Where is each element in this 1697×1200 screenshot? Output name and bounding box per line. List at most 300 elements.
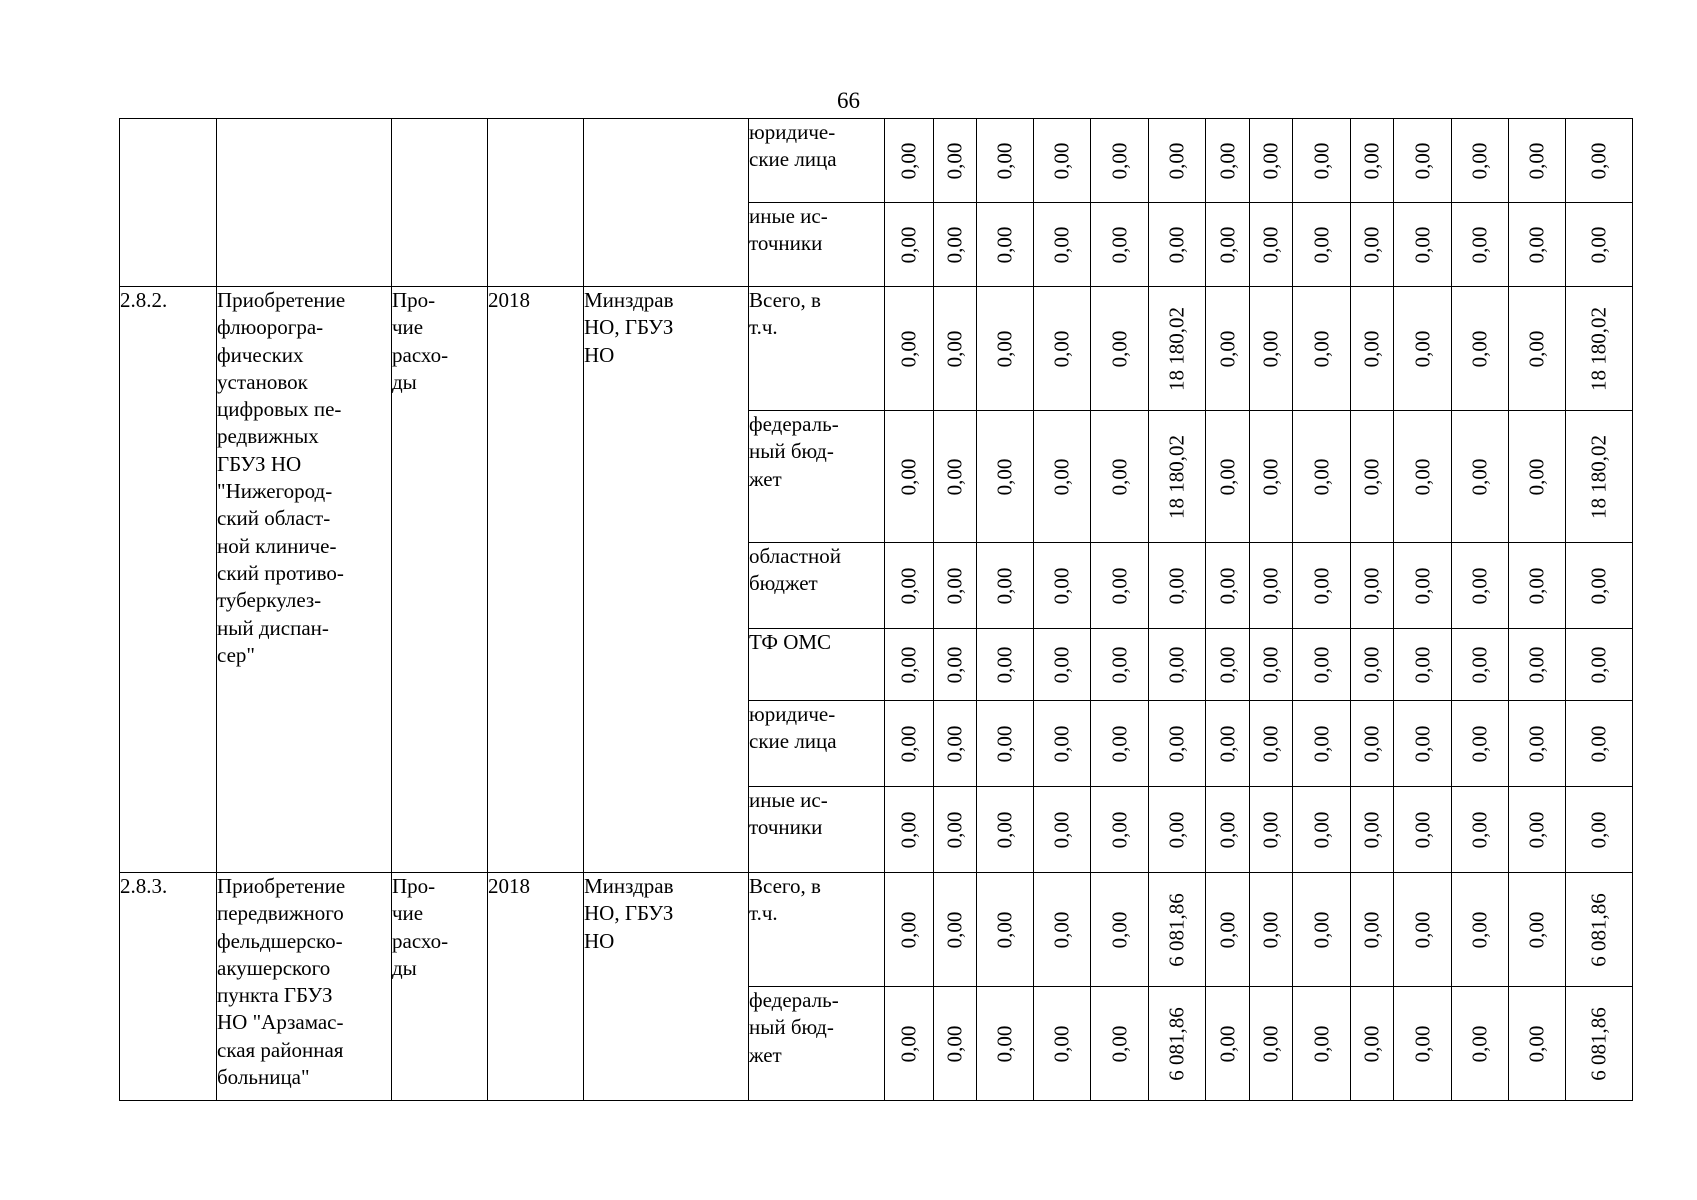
amount-value: 0,00 — [1164, 567, 1189, 604]
amount-cell — [1034, 787, 1091, 873]
amount-cell — [1091, 203, 1149, 287]
amount-cell — [885, 701, 934, 787]
amount-cell — [1149, 411, 1206, 543]
amount-value: 0,00 — [1409, 725, 1434, 762]
amount-value: 0,00 — [1214, 811, 1239, 848]
amount-cell — [1452, 203, 1509, 287]
amount-value: 0,00 — [1258, 911, 1283, 948]
amount-cell — [1293, 411, 1351, 543]
amount-value: 0,00 — [1586, 725, 1611, 762]
amount-value: 0,00 — [1467, 226, 1492, 263]
amount-value: 0,00 — [1308, 567, 1333, 604]
amount-cell — [1034, 701, 1091, 787]
amount-value: 0,00 — [942, 330, 967, 367]
funding-source-cell: иные ис- точники — [749, 203, 885, 287]
amount-cell — [1452, 287, 1509, 411]
amount-cell — [1566, 203, 1633, 287]
amount-cell — [1394, 629, 1452, 701]
item-name-cell — [217, 119, 392, 287]
table-row — [120, 873, 1633, 987]
amount-value: 0,00 — [992, 567, 1017, 604]
amount-cell — [1351, 701, 1394, 787]
amount-cell — [885, 287, 934, 411]
amount-value: 0,00 — [896, 567, 921, 604]
amount-value: 0,00 — [1359, 330, 1384, 367]
amount-value: 0,00 — [942, 226, 967, 263]
amount-value: 0,00 — [896, 646, 921, 683]
amount-cell — [1452, 411, 1509, 543]
amount-cell — [1206, 701, 1250, 787]
amount-value: 0,00 — [992, 725, 1017, 762]
amount-value: 0,00 — [942, 911, 967, 948]
budget-table — [119, 118, 1633, 1101]
expense-type-cell: Про- чие расхо- ды — [392, 873, 488, 1101]
amount-cell — [1566, 411, 1633, 543]
amount-value: 0,00 — [1106, 567, 1131, 604]
amount-value: 0,00 — [1214, 725, 1239, 762]
amount-value: 0,00 — [1258, 1025, 1283, 1062]
amount-value: 0,00 — [1049, 911, 1074, 948]
amount-value: 0,00 — [1308, 458, 1333, 495]
amount-cell — [1566, 119, 1633, 203]
amount-cell — [1091, 987, 1149, 1101]
amount-value: 6 081,86 — [1164, 892, 1189, 967]
amount-cell — [1149, 543, 1206, 629]
funding-source-cell: федераль- ный бюд- жет — [749, 987, 885, 1101]
amount-cell — [1351, 119, 1394, 203]
amount-cell — [885, 411, 934, 543]
table-row — [120, 287, 1633, 411]
amount-value: 0,00 — [992, 226, 1017, 263]
funding-source-cell: Всего, в т.ч. — [749, 287, 885, 411]
amount-value: 0,00 — [1308, 646, 1333, 683]
amount-cell — [1452, 629, 1509, 701]
amount-value: 0,00 — [1359, 567, 1384, 604]
amount-value: 6 081,86 — [1164, 1006, 1189, 1081]
amount-value: 18 180,02 — [1586, 306, 1611, 391]
amount-value: 0,00 — [896, 330, 921, 367]
amount-value: 0,00 — [1214, 567, 1239, 604]
amount-cell — [934, 543, 977, 629]
amount-value: 18 180,02 — [1164, 434, 1189, 519]
amount-value: 0,00 — [1409, 458, 1434, 495]
amount-value: 0,00 — [1524, 567, 1549, 604]
item-number-cell — [120, 119, 217, 287]
amount-cell — [1034, 411, 1091, 543]
amount-cell — [1394, 701, 1452, 787]
amount-value: 0,00 — [1409, 1025, 1434, 1062]
amount-value: 0,00 — [1409, 567, 1434, 604]
amount-cell — [934, 287, 977, 411]
amount-value: 0,00 — [1586, 567, 1611, 604]
amount-cell — [1566, 629, 1633, 701]
amount-cell — [1206, 543, 1250, 629]
amount-value: 0,00 — [896, 226, 921, 263]
amount-cell — [977, 629, 1034, 701]
amount-cell — [1034, 287, 1091, 411]
expense-type-cell: Про- чие расхо- ды — [392, 287, 488, 873]
amount-value: 0,00 — [1524, 1025, 1549, 1062]
amount-value: 0,00 — [1359, 458, 1384, 495]
amount-value: 0,00 — [1106, 811, 1131, 848]
amount-value: 0,00 — [1467, 811, 1492, 848]
amount-cell — [1091, 411, 1149, 543]
amount-cell — [1351, 987, 1394, 1101]
amount-value: 0,00 — [1308, 1025, 1333, 1062]
amount-value: 0,00 — [1164, 811, 1189, 848]
amount-cell — [1250, 287, 1293, 411]
amount-cell — [1149, 203, 1206, 287]
amount-cell — [934, 787, 977, 873]
amount-cell — [1509, 629, 1566, 701]
amount-cell — [977, 411, 1034, 543]
amount-cell — [934, 701, 977, 787]
amount-value: 0,00 — [1106, 725, 1131, 762]
amount-cell — [1293, 203, 1351, 287]
amount-cell — [1566, 287, 1633, 411]
amount-value: 0,00 — [1258, 811, 1283, 848]
amount-value: 0,00 — [896, 1025, 921, 1062]
amount-cell — [1509, 987, 1566, 1101]
amount-cell — [885, 873, 934, 987]
amount-cell — [1206, 987, 1250, 1101]
funding-source-cell: юридиче- ские лица — [749, 701, 885, 787]
amount-value: 0,00 — [1049, 1025, 1074, 1062]
amount-cell — [1091, 119, 1149, 203]
amount-cell — [1566, 543, 1633, 629]
amount-value: 0,00 — [1308, 142, 1333, 179]
amount-cell — [1509, 411, 1566, 543]
amount-cell — [885, 987, 934, 1101]
amount-value: 0,00 — [1258, 458, 1283, 495]
amount-cell — [1351, 787, 1394, 873]
amount-value: 0,00 — [1308, 330, 1333, 367]
page-number: 66 — [837, 88, 860, 113]
amount-value: 0,00 — [1258, 226, 1283, 263]
amount-cell — [1091, 543, 1149, 629]
amount-value: 0,00 — [1359, 226, 1384, 263]
amount-value: 0,00 — [1214, 226, 1239, 263]
amount-value: 0,00 — [1049, 458, 1074, 495]
amount-cell — [1091, 787, 1149, 873]
amount-cell — [1149, 119, 1206, 203]
amount-value: 0,00 — [1467, 1025, 1492, 1062]
amount-value: 0,00 — [1164, 646, 1189, 683]
amount-value: 0,00 — [1359, 811, 1384, 848]
amount-value: 0,00 — [1409, 142, 1434, 179]
amount-value: 0,00 — [1524, 911, 1549, 948]
amount-cell — [1206, 119, 1250, 203]
amount-cell — [1034, 987, 1091, 1101]
amount-value: 0,00 — [1467, 646, 1492, 683]
item-name-cell: Приобретение флюорогра- фических установок цифровых пе- редвижных ГБУЗ НО "Нижегород- ский област- ной клиниче- ский противо- туберкулез- ный диспан- сер" — [217, 287, 392, 873]
amount-value: 0,00 — [1214, 458, 1239, 495]
year-cell: 2018 — [488, 287, 584, 873]
table-row — [120, 119, 1633, 203]
amount-value: 0,00 — [1106, 330, 1131, 367]
amount-cell — [1034, 873, 1091, 987]
funding-source-cell: ТФ ОМС — [749, 629, 885, 701]
amount-cell — [977, 787, 1034, 873]
amount-value: 0,00 — [1258, 142, 1283, 179]
amount-value: 0,00 — [1586, 646, 1611, 683]
amount-cell — [1149, 629, 1206, 701]
amount-value: 0,00 — [1409, 911, 1434, 948]
year-cell: 2018 — [488, 873, 584, 1101]
amount-cell — [1293, 629, 1351, 701]
amount-value: 0,00 — [1258, 567, 1283, 604]
amount-value: 18 180,02 — [1164, 306, 1189, 391]
amount-value: 0,00 — [942, 646, 967, 683]
amount-value: 0,00 — [1524, 142, 1549, 179]
amount-value: 0,00 — [1164, 142, 1189, 179]
amount-cell — [1394, 287, 1452, 411]
amount-cell — [1250, 701, 1293, 787]
amount-cell — [1351, 873, 1394, 987]
amount-value: 0,00 — [1524, 458, 1549, 495]
amount-value: 0,00 — [992, 330, 1017, 367]
amount-cell — [1509, 873, 1566, 987]
amount-cell — [1509, 203, 1566, 287]
amount-cell — [1149, 701, 1206, 787]
amount-value: 18 180,02 — [1586, 434, 1611, 519]
amount-cell — [977, 873, 1034, 987]
amount-value: 0,00 — [1049, 330, 1074, 367]
amount-cell — [977, 287, 1034, 411]
amount-value: 0,00 — [1214, 911, 1239, 948]
amount-cell — [977, 119, 1034, 203]
amount-value: 0,00 — [942, 458, 967, 495]
amount-cell — [1351, 543, 1394, 629]
amount-cell — [885, 787, 934, 873]
amount-cell — [1394, 119, 1452, 203]
amount-value: 0,00 — [942, 142, 967, 179]
expense-type-cell — [392, 119, 488, 287]
amount-value: 0,00 — [896, 811, 921, 848]
amount-value: 0,00 — [1308, 226, 1333, 263]
amount-value: 0,00 — [1049, 567, 1074, 604]
amount-value: 6 081,86 — [1586, 1006, 1611, 1081]
amount-cell — [1452, 987, 1509, 1101]
amount-cell — [1091, 873, 1149, 987]
funding-source-cell: областной бюджет — [749, 543, 885, 629]
amount-value: 0,00 — [992, 458, 1017, 495]
amount-cell — [934, 203, 977, 287]
amount-value: 0,00 — [1164, 725, 1189, 762]
amount-cell — [1206, 287, 1250, 411]
amount-value: 0,00 — [1106, 226, 1131, 263]
amount-value: 0,00 — [1214, 330, 1239, 367]
amount-cell — [1250, 873, 1293, 987]
amount-cell — [1452, 873, 1509, 987]
amount-cell — [1394, 203, 1452, 287]
amount-cell — [885, 543, 934, 629]
amount-value: 0,00 — [1409, 330, 1434, 367]
amount-cell — [934, 411, 977, 543]
amount-cell — [1206, 873, 1250, 987]
amount-cell — [1293, 987, 1351, 1101]
amount-value: 0,00 — [992, 911, 1017, 948]
amount-value: 6 081,86 — [1586, 892, 1611, 967]
funding-source-cell: иные ис- точники — [749, 787, 885, 873]
amount-value: 0,00 — [1586, 142, 1611, 179]
amount-value: 0,00 — [1524, 725, 1549, 762]
amount-cell — [1509, 701, 1566, 787]
amount-value: 0,00 — [896, 142, 921, 179]
amount-cell — [1206, 787, 1250, 873]
amount-cell — [1149, 287, 1206, 411]
amount-value: 0,00 — [992, 142, 1017, 179]
amount-cell — [1250, 411, 1293, 543]
amount-cell — [1206, 203, 1250, 287]
amount-cell — [1034, 543, 1091, 629]
amount-cell — [1394, 987, 1452, 1101]
funding-source-cell: юридиче- ские лица — [749, 119, 885, 203]
amount-value: 0,00 — [896, 911, 921, 948]
amount-cell — [934, 629, 977, 701]
amount-cell — [1206, 629, 1250, 701]
executor-cell: Минздрав НО, ГБУЗ НО — [584, 873, 749, 1101]
amount-cell — [1509, 119, 1566, 203]
item-number-cell: 2.8.2. — [120, 287, 217, 873]
amount-cell — [1351, 411, 1394, 543]
amount-value: 0,00 — [1106, 1025, 1131, 1062]
amount-value: 0,00 — [1586, 811, 1611, 848]
amount-value: 0,00 — [1164, 226, 1189, 263]
amount-cell — [1293, 873, 1351, 987]
amount-value: 0,00 — [1308, 911, 1333, 948]
amount-cell — [977, 543, 1034, 629]
amount-value: 0,00 — [1467, 458, 1492, 495]
amount-cell — [1509, 787, 1566, 873]
amount-cell — [1250, 119, 1293, 203]
amount-value: 0,00 — [1409, 811, 1434, 848]
amount-value: 0,00 — [1049, 646, 1074, 683]
amount-cell — [934, 119, 977, 203]
amount-value: 0,00 — [942, 725, 967, 762]
amount-cell — [1293, 701, 1351, 787]
amount-value: 0,00 — [896, 725, 921, 762]
amount-cell — [1509, 287, 1566, 411]
amount-cell — [934, 873, 977, 987]
amount-value: 0,00 — [1049, 226, 1074, 263]
amount-value: 0,00 — [1359, 142, 1384, 179]
executor-cell — [584, 119, 749, 287]
amount-cell — [1206, 411, 1250, 543]
amount-value: 0,00 — [1258, 725, 1283, 762]
amount-cell — [1250, 629, 1293, 701]
amount-value: 0,00 — [1467, 330, 1492, 367]
amount-cell — [1034, 629, 1091, 701]
amount-value: 0,00 — [896, 458, 921, 495]
amount-cell — [1452, 543, 1509, 629]
amount-value: 0,00 — [1308, 725, 1333, 762]
amount-cell — [1452, 701, 1509, 787]
amount-value: 0,00 — [1214, 1025, 1239, 1062]
amount-cell — [1566, 987, 1633, 1101]
amount-value: 0,00 — [942, 1025, 967, 1062]
amount-cell — [1452, 787, 1509, 873]
amount-cell — [1293, 787, 1351, 873]
amount-value: 0,00 — [942, 811, 967, 848]
amount-value: 0,00 — [1106, 458, 1131, 495]
amount-cell — [977, 701, 1034, 787]
amount-cell — [1250, 787, 1293, 873]
amount-cell — [1250, 987, 1293, 1101]
year-cell — [488, 119, 584, 287]
amount-value: 0,00 — [1359, 1025, 1384, 1062]
amount-cell — [934, 987, 977, 1101]
amount-value: 0,00 — [1467, 911, 1492, 948]
amount-value: 0,00 — [1409, 646, 1434, 683]
amount-value: 0,00 — [1359, 725, 1384, 762]
amount-cell — [1250, 543, 1293, 629]
amount-cell — [1452, 119, 1509, 203]
amount-cell — [885, 119, 934, 203]
amount-value: 0,00 — [1409, 226, 1434, 263]
amount-value: 0,00 — [1586, 226, 1611, 263]
amount-value: 0,00 — [1106, 142, 1131, 179]
funding-source-cell: Всего, в т.ч. — [749, 873, 885, 987]
amount-cell — [1149, 873, 1206, 987]
amount-cell — [1149, 987, 1206, 1101]
amount-cell — [1293, 287, 1351, 411]
amount-cell — [1566, 873, 1633, 987]
amount-cell — [885, 203, 934, 287]
amount-cell — [977, 987, 1034, 1101]
amount-value: 0,00 — [1258, 330, 1283, 367]
amount-cell — [885, 629, 934, 701]
amount-value: 0,00 — [1524, 330, 1549, 367]
amount-cell — [1394, 787, 1452, 873]
amount-value: 0,00 — [1524, 811, 1549, 848]
amount-value: 0,00 — [1359, 911, 1384, 948]
funding-source-cell: федераль- ный бюд- жет — [749, 411, 885, 543]
amount-value: 0,00 — [1524, 226, 1549, 263]
amount-cell — [1394, 873, 1452, 987]
amount-cell — [1351, 629, 1394, 701]
amount-value: 0,00 — [1106, 911, 1131, 948]
amount-value: 0,00 — [1214, 142, 1239, 179]
amount-value: 0,00 — [1524, 646, 1549, 683]
amount-cell — [1293, 543, 1351, 629]
amount-cell — [1351, 287, 1394, 411]
amount-value: 0,00 — [1467, 142, 1492, 179]
item-number-cell: 2.8.3. — [120, 873, 217, 1101]
amount-value: 0,00 — [1214, 646, 1239, 683]
amount-value: 0,00 — [992, 1025, 1017, 1062]
amount-value: 0,00 — [1049, 725, 1074, 762]
amount-cell — [1034, 119, 1091, 203]
amount-value: 0,00 — [1359, 646, 1384, 683]
amount-cell — [1293, 119, 1351, 203]
amount-cell — [1394, 543, 1452, 629]
amount-value: 0,00 — [1467, 725, 1492, 762]
amount-value: 0,00 — [992, 811, 1017, 848]
amount-value: 0,00 — [1049, 142, 1074, 179]
amount-value: 0,00 — [1308, 811, 1333, 848]
amount-cell — [1566, 701, 1633, 787]
amount-value: 0,00 — [1467, 567, 1492, 604]
amount-value: 0,00 — [1258, 646, 1283, 683]
amount-cell — [1091, 701, 1149, 787]
amount-cell — [1351, 203, 1394, 287]
amount-cell — [977, 203, 1034, 287]
amount-cell — [1091, 287, 1149, 411]
amount-value: 0,00 — [942, 567, 967, 604]
item-name-cell: Приобретение передвижного фельдшерско- акушерского пункта ГБУЗ НО "Арзамас- ская районная больница" — [217, 873, 392, 1101]
amount-cell — [1149, 787, 1206, 873]
